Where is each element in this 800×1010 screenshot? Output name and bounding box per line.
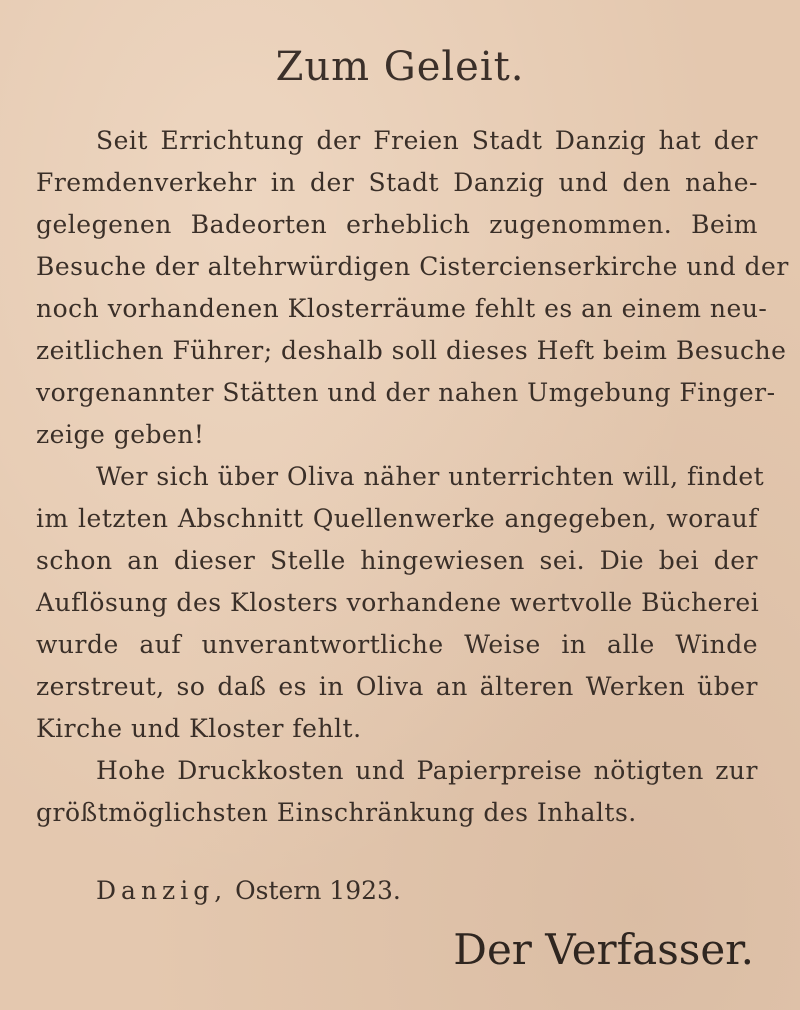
- text-line: im letzten Abschnitt Quellenwerke angegeben, worauf: [36, 504, 758, 533]
- text-line: Wer sich über Oliva näher unterrichten will, findet: [96, 462, 765, 491]
- place-date: [96, 870, 401, 912]
- date-text: Ostern 1923.: [235, 876, 401, 905]
- text-line: Auflösung des Klosters vorhandene wertvolle Bücherei: [36, 588, 760, 617]
- place-name: Danzig,: [96, 876, 228, 905]
- text-line: schon an dieser Stelle hingewiesen sei. Die bei der: [36, 546, 758, 575]
- text-line: Hohe Druckkosten und Papierpreise nötigten zur: [96, 756, 758, 785]
- text-line: gelegenen Badeorten erheblich zugenommen. Beim: [36, 210, 758, 239]
- body-text: [36, 120, 789, 834]
- text-line: vorgenannter Stätten und der nahen Umgebung Finger-: [36, 378, 776, 407]
- text-line: Seit Errichtung der Freien Stadt Danzig hat der: [96, 126, 758, 155]
- page-title: Zum Geleit.: [275, 44, 525, 90]
- text-line: Kirche und Kloster fehlt.: [36, 714, 362, 743]
- text-line: wurde auf unverantwortliche Weise in alle Winde: [36, 630, 758, 659]
- author-signature: Der Verfasser.: [453, 925, 754, 974]
- text-line: Fremdenverkehr in der Stadt Danzig und den nahe-: [36, 168, 758, 197]
- text-line: zeige geben!: [36, 420, 205, 449]
- text-line: größtmöglichsten Einschränkung des Inhalts.: [36, 798, 637, 827]
- text-line: zeitlichen Führer; deshalb soll dieses Heft beim Besuche: [36, 336, 787, 365]
- text-line: Besuche der altehrwürdigen Cistercienserkirche und der: [36, 252, 789, 281]
- text-line: zerstreut, so daß es in Oliva an älteren Werken über: [36, 672, 758, 701]
- text-line: noch vorhandenen Klosterräume fehlt es an einem neu-: [36, 294, 768, 323]
